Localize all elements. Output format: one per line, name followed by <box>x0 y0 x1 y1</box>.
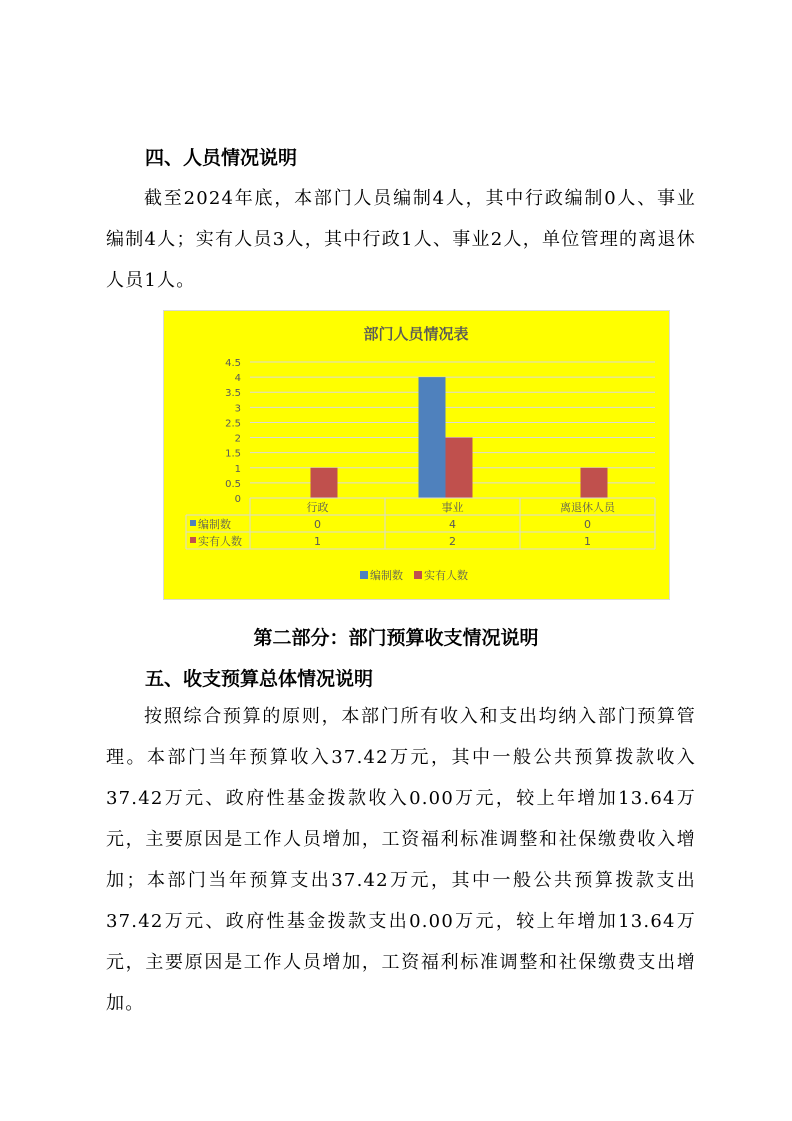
x-tick-label: 离退休人员 <box>560 501 615 514</box>
y-tick-label: 2 <box>234 433 241 445</box>
y-tick-label: 2.5 <box>225 418 241 430</box>
y-tick-label: 1.5 <box>225 448 241 460</box>
legend-swatch <box>360 571 368 579</box>
legend-label: 编制数 <box>370 569 403 582</box>
x-tick-label: 事业 <box>441 501 464 514</box>
section4-paragraph: 截至2024年底，本部门人员编制4人，其中行政编制0人、事业编制4人；实有人员3人，其中行政1人、事业2人，单位管理的离退休人员1人。 <box>106 188 696 291</box>
section4-heading: 四、人员情况说明 <box>145 147 298 169</box>
staff-chart <box>163 310 670 600</box>
data-label: 2 <box>449 535 456 548</box>
series-name: 编制数 <box>198 518 231 531</box>
y-tick-label: 3.5 <box>225 388 241 400</box>
series-name: 实有人数 <box>198 535 242 548</box>
data-label: 0 <box>314 518 321 531</box>
legend-swatch <box>414 571 422 579</box>
y-tick-label: 4.5 <box>225 358 241 369</box>
series-key-swatch <box>190 520 196 526</box>
y-tick-label: 0 <box>234 494 241 505</box>
data-label: 1 <box>314 535 321 548</box>
legend-label: 实有人数 <box>424 569 468 582</box>
data-label: 4 <box>449 518 456 531</box>
chart-title: 部门人员情况表 <box>363 325 469 343</box>
bar-actual <box>311 468 338 498</box>
bar-actual <box>581 468 608 498</box>
x-tick-label: 行政 <box>306 501 329 514</box>
part2-title: 第二部分：部门预算收支情况说明 <box>253 627 539 649</box>
y-tick-label: 1 <box>234 463 241 475</box>
section5-paragraph: 按照综合预算的原则，本部门所有收入和支出均纳入部门预算管理。本部门当年预算收入37.42万元，其中一般公共预算拨款收入37.42万元、政府性基金拨款收入0.00万元，较上年增加13.64万元，主要原因是工作人员增加，工资福利标准调整和社保缴费收入增加；本部门当年预算支出37.42万元，其中一般公共预算拨款支出37.42万元、政府性基金拨款支出0.00万元，较上年增加13.64万元，主要原因是工作人员增加，工资福利标准调整和社保缴费支出增加。 <box>106 706 696 1014</box>
chart-legend <box>360 568 468 582</box>
data-label: 1 <box>584 535 591 548</box>
data-label: 0 <box>584 518 591 531</box>
chart-canvas <box>164 311 669 599</box>
series-key-swatch <box>190 537 196 543</box>
y-tick-label: 0.5 <box>225 478 241 490</box>
section5-heading: 五、收支预算总体情况说明 <box>145 668 374 690</box>
bar-staffing <box>419 377 446 498</box>
y-tick-label: 4 <box>234 373 241 385</box>
y-tick-label: 3 <box>234 403 241 415</box>
chart-data-table <box>186 498 655 549</box>
bar-actual <box>446 438 473 498</box>
